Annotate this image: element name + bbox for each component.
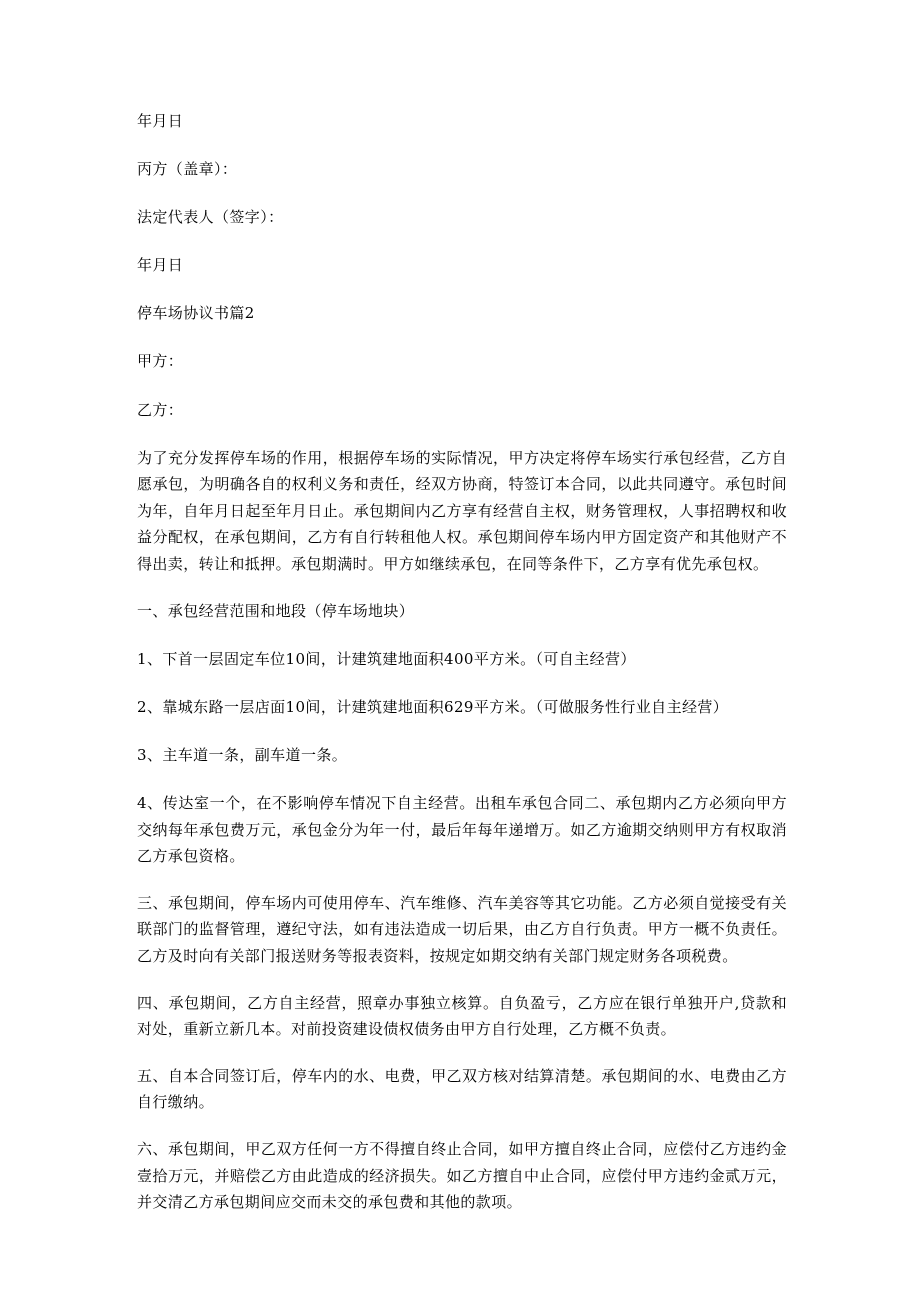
clause-paragraph: 五、自本合同签订后，停车内的水、电费，甲乙双方核对结算清楚。承包期间的水、电费由乙方自行缴纳。 [137,1066,787,1112]
clause-paragraph: 六、承包期间，甲乙双方任何一方不得擅自终止合同，如甲方擅自终止合同，应偿付乙方违约金壹拾万元，并赔偿乙方由此造成的经济损失。如乙方擅自中止合同，应偿付甲方违约金贰万元，并交清乙方承包期间应交而未交的承包费和其他的款项。 [137,1139,787,1212]
section-heading: 停车场协议书篇2 [137,304,255,323]
legal-representative-line: 法定代表人（签字）： [137,208,284,227]
intro-paragraph: 为了充分发挥停车场的作用，根据停车场的实际情况，甲方决定将停车场实行承包经营，乙方自愿承包，为明确各自的权利义务和责任，经双方协商，特签订本合同，以此共同遵守。承包时间为年，自年月日起至年月日止。承包期间内乙方享有经营自主权，财务管理权，人事招聘权和收益分配权，在承包期间，乙方有自行转租他人权。承包期间停车场内甲方固定资产和其他财产不得出卖，转让和抵押。承包期满时。甲方如继续承包，在同等条件下，乙方享有优先承包权。 [137,448,787,574]
document-page [137,108,787,1236]
date-line: 年月日 [137,112,184,130]
clause-item: 1、下首一层固定车位10间，计建筑建地面积400平方米。（可自主经营） [137,649,636,668]
party-b-line: 乙方： [137,400,184,419]
clause-paragraph: 四、承包期间，乙方自主经营，照章办事独立核算。自负盈亏，乙方应在银行单独开户,贷款和对处，重新立新几本。对前投资建设债权债务由甲方自行处理，乙方概不负责。 [137,993,787,1039]
date-line: 年月日 [137,256,184,275]
clause-item: 3、主车道一条，副车道一条。 [137,745,348,764]
clause-item: 2、靠城东路一层店面10间，计建筑建地面积629平方米。（可做服务性行业自主经营） [137,697,729,716]
clause-paragraph: 4、传达室一个，在不影响停车情况下自主经营。出租车承包合同二、承包期内乙方必须向甲方交纳每年承包费万元，承包金分为年一付，最后年每年递增万。如乙方逾期交纳则甲方有权取消乙方承包资格。 [137,794,787,866]
clause-heading: 一、承包经营范围和地段（停车场地块） [137,601,415,620]
party-a-line: 甲方： [137,352,184,371]
clause-paragraph: 三、承包期间，停车场内可使用停车、汽车维修、汽车美容等其它功能。乙方必须自觉接受有关联部门的监督管理，遵纪守法，如有违法造成一切后果，由乙方自行负责。甲方一概不负责任。乙方及时向有关部门报送财务等报表资料，按规定如期交纳有关部门规定财务各项税费。 [137,893,787,965]
party-c-seal-line: 丙方（盖章）： [137,160,238,179]
